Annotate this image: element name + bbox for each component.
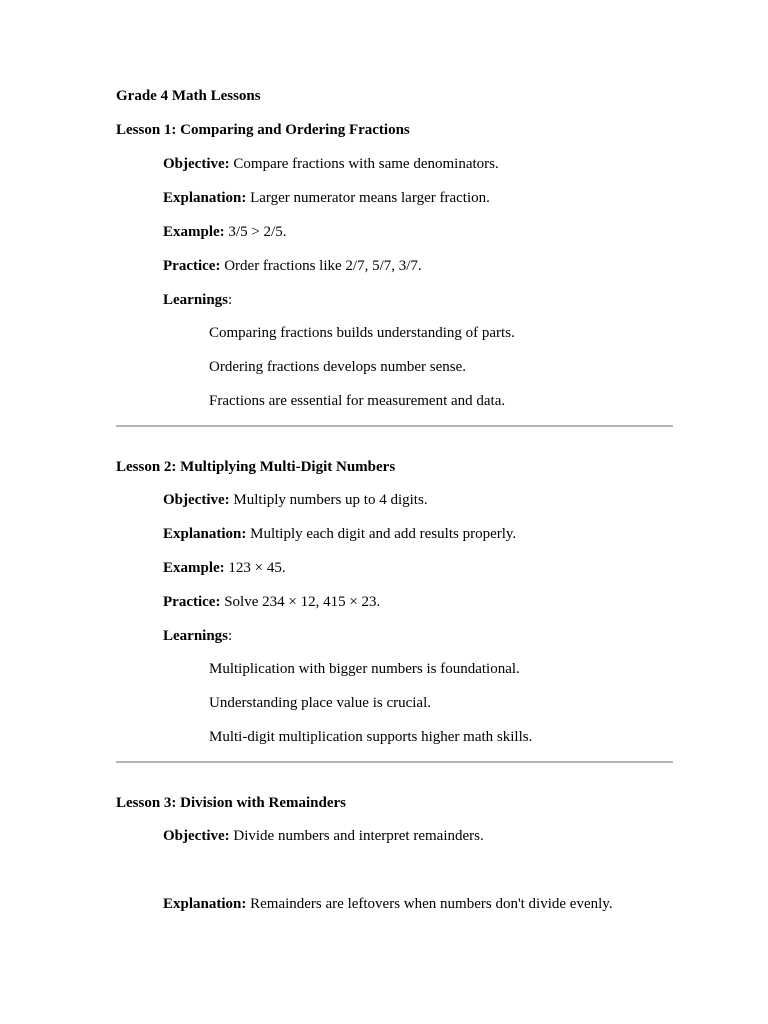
explanation-label: Explanation: [163, 526, 247, 542]
lesson-2-learning-item: Multiplication with bigger numbers is foundational. [209, 661, 520, 677]
explanation-label: Explanation: [163, 896, 247, 912]
lesson-2-heading: Lesson 2: Multiplying Multi-Digit Numbers [116, 459, 396, 475]
objective-text: Compare fractions with same denominators. [229, 156, 499, 172]
learnings-label: Learnings [163, 292, 229, 308]
lesson-2-learning-item: Multi-digit multiplication supports higher math skills. [209, 729, 533, 745]
example-text: 3/5 > 2/5. [224, 224, 287, 240]
lesson-2-learnings-heading [163, 627, 232, 645]
lesson-2-objective [163, 491, 428, 509]
lesson-1-practice [163, 257, 422, 275]
lesson-1-example [163, 223, 286, 241]
objective-label: Objective: [163, 156, 230, 172]
explanation-text: Multiply each digit and add results properly. [246, 526, 517, 542]
document-title: Grade 4 Math Lessons [116, 88, 261, 104]
practice-label: Practice: [163, 594, 221, 610]
lesson-1-learning-item: Fractions are essential for measurement and data. [209, 393, 506, 409]
example-text: 123 × 45. [224, 560, 286, 576]
lesson-2-practice [163, 593, 380, 611]
learnings-colon: : [228, 292, 233, 308]
practice-text: Order fractions like 2/7, 5/7, 3/7. [220, 258, 422, 274]
lesson-1-learning-item: Ordering fractions develops number sense. [209, 359, 467, 375]
lesson-1-learning-item: Comparing fractions builds understanding of parts. [209, 325, 515, 341]
lesson-1-objective [163, 155, 499, 173]
objective-text: Divide numbers and interpret remainders. [229, 828, 484, 844]
lesson-1-explanation [163, 189, 490, 207]
lesson-3-objective [163, 827, 484, 845]
lesson-3-explanation [163, 895, 613, 913]
practice-label: Practice: [163, 258, 221, 274]
lesson-1-heading: Lesson 1: Comparing and Ordering Fractions [116, 122, 410, 138]
learnings-colon: : [228, 628, 233, 644]
example-label: Example: [163, 224, 225, 240]
section-divider [116, 425, 673, 427]
explanation-text: Remainders are leftovers when numbers don't divide evenly. [246, 896, 613, 912]
explanation-label: Explanation: [163, 190, 247, 206]
lesson-2-example [163, 559, 286, 577]
objective-label: Objective: [163, 492, 230, 508]
lesson-3-heading: Lesson 3: Division with Remainders [116, 795, 347, 811]
section-divider [116, 761, 673, 763]
lesson-2-learning-item: Understanding place value is crucial. [209, 695, 431, 711]
practice-text: Solve 234 × 12, 415 × 23. [220, 594, 381, 610]
lesson-1-learnings-heading [163, 291, 232, 309]
learnings-label: Learnings [163, 628, 229, 644]
objective-text: Multiply numbers up to 4 digits. [229, 492, 428, 508]
explanation-text: Larger numerator means larger fraction. [246, 190, 490, 206]
lesson-2-explanation [163, 525, 516, 543]
example-label: Example: [163, 560, 225, 576]
objective-label: Objective: [163, 828, 230, 844]
